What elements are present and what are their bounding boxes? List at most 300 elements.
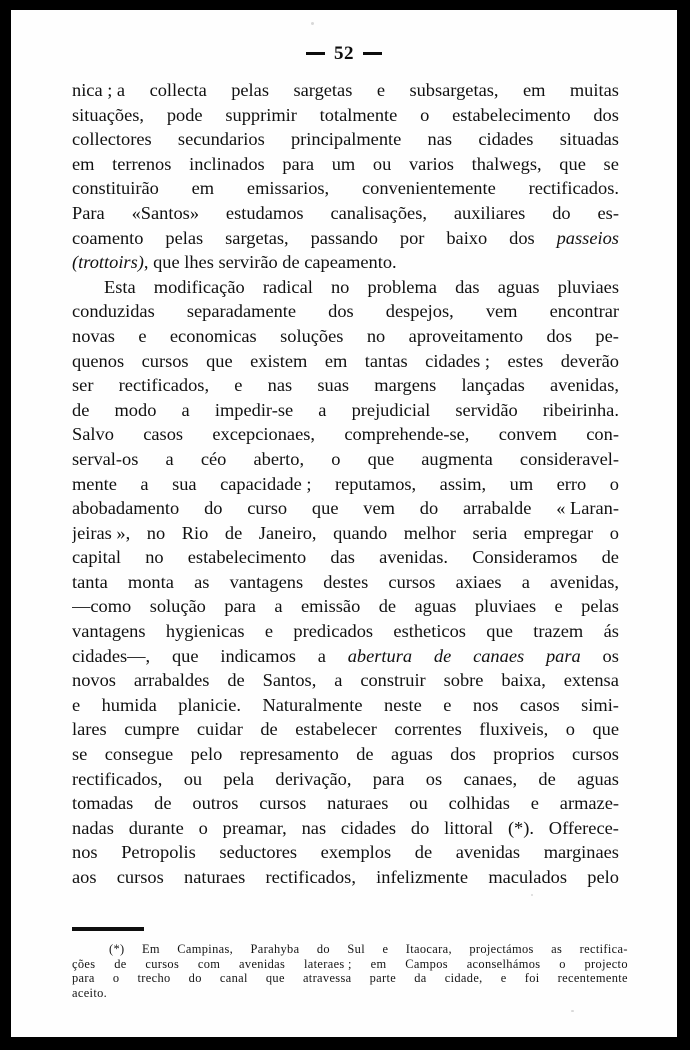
text-run: novos [72, 670, 116, 691]
text-run: proprios [493, 744, 555, 765]
text-run: casos [143, 424, 184, 445]
text-run: outros [192, 793, 239, 814]
text-run: em [324, 350, 348, 371]
text-run: Santos, [262, 670, 317, 691]
text-run: modificação [153, 276, 245, 297]
text-run: a [317, 645, 326, 666]
text-run: se [603, 153, 619, 174]
text-run: vem [485, 301, 518, 322]
text-run: do [419, 498, 439, 519]
text-run: convenientemente [361, 178, 496, 199]
text-run: seductores [219, 842, 298, 863]
text-run: serval-os [72, 448, 139, 469]
text-run: situadas [559, 129, 619, 150]
folio-dash-left [306, 52, 325, 55]
text-run: um [331, 153, 356, 174]
body-text-line [72, 545, 619, 570]
text-run: tanta [72, 571, 108, 592]
text-run: estabelecimento [187, 547, 307, 568]
body-text-line [72, 767, 619, 792]
text-run: Parahyba [250, 942, 300, 956]
text-run: dos [509, 227, 535, 248]
text-run: das [455, 276, 480, 297]
text-run: e [376, 80, 385, 100]
text-run: baixo [446, 227, 488, 248]
text-run: humida [101, 694, 157, 715]
scan-speckle [531, 894, 533, 896]
text-run: ções [72, 956, 96, 971]
text-run: pela [223, 768, 255, 789]
text-run: supprimir [225, 104, 297, 125]
text-run: estudamos [225, 202, 304, 223]
italic-run: canaes [473, 645, 525, 666]
text-run: nas [267, 375, 293, 396]
text-run: terrenos [112, 153, 172, 174]
text-run: de [414, 842, 433, 863]
text-run: o [331, 448, 341, 469]
text-run: neste [384, 694, 422, 715]
text-run: a [521, 571, 530, 592]
text-run: para [372, 768, 405, 789]
text-run: radical [262, 276, 313, 297]
text-run: vantagens [229, 571, 304, 592]
text-run: prejudicial [351, 399, 431, 420]
body-text-line [72, 226, 619, 251]
footnote-separator-rule [72, 927, 144, 931]
text-run: a [165, 448, 174, 469]
text-run: mente [72, 473, 117, 494]
text-run: cursos [145, 956, 180, 971]
text-run: (*) [109, 942, 125, 956]
text-run: do [188, 971, 202, 986]
text-run: —como [72, 596, 132, 617]
page-sheet [11, 10, 677, 1037]
text-run: vantagens [72, 621, 146, 642]
text-run: aguas [497, 276, 540, 297]
body-text-line [72, 103, 619, 128]
text-run: collecta [149, 80, 207, 100]
text-run: con- [586, 424, 619, 445]
text-run: maculados [488, 867, 567, 887]
text-run: lares [72, 719, 107, 740]
text-run: rectificados, [118, 375, 210, 396]
text-run: colhidas [448, 793, 510, 814]
body-text-line [72, 299, 619, 324]
text-run: subsargetas, [409, 80, 499, 100]
text-run: pelo [190, 744, 223, 765]
text-run: convem [498, 424, 557, 445]
text-run: cursos [141, 350, 189, 371]
body-text-line [72, 865, 619, 890]
body-text-line [72, 472, 619, 497]
body-text-line [72, 152, 619, 177]
text-run: rectificados, [72, 768, 163, 789]
text-run: excepcionaes, [212, 424, 315, 445]
text-run: quenos [72, 350, 125, 371]
body-text-line [72, 816, 619, 841]
text-run: encontrar [549, 301, 619, 322]
text-run: planicie. [178, 694, 242, 715]
text-run: trecho [137, 971, 171, 986]
text-run: es- [597, 202, 619, 223]
body-text-line [72, 619, 619, 644]
text-run: solução [149, 596, 206, 617]
text-run: Para [72, 202, 105, 223]
italic-run: passeios [556, 227, 619, 248]
footnote-text-line [72, 971, 628, 986]
text-run: rectifica- [579, 942, 628, 956]
text-run: Campos [405, 956, 448, 971]
body-text-line [72, 176, 619, 201]
body-text-line [72, 742, 619, 767]
text-run: (*). [507, 817, 534, 838]
body-text-line [72, 717, 619, 742]
text-run: separadamente [186, 301, 297, 322]
text-run: (trottoirs), que lhes servirão de capeamento. [72, 252, 397, 273]
text-run: durante [128, 817, 184, 838]
text-run: lateraes ; [303, 956, 352, 971]
text-run: nas [301, 817, 327, 838]
text-run: trazem [533, 621, 584, 642]
text-run: represamento [239, 744, 339, 765]
text-run: Consideramos [472, 547, 578, 568]
text-run: com [197, 956, 221, 971]
text-run: collectores [72, 129, 152, 150]
text-run: para [72, 971, 95, 986]
text-run: a [274, 596, 283, 617]
text-run: em [522, 80, 546, 100]
text-run: projectámos [469, 942, 534, 956]
text-run: indicamos [220, 645, 296, 666]
text-run: predicados [293, 621, 374, 642]
text-run: emissão [301, 596, 361, 617]
text-run: principalmente [290, 129, 402, 150]
text-run: comprehende-se, [344, 424, 470, 445]
text-run: do [316, 942, 330, 956]
text-run: extensa [563, 670, 619, 691]
text-run: pelas [581, 596, 619, 617]
text-run: o [112, 971, 120, 986]
text-run: dos [450, 744, 476, 765]
text-run: varios [408, 153, 454, 174]
text-run: axiaes [455, 571, 502, 592]
text-run: que [206, 350, 233, 371]
text-run: modo [114, 399, 157, 420]
text-run: o [565, 719, 575, 740]
text-run: secundarios [177, 129, 265, 150]
text-run: estheticos [393, 621, 466, 642]
text-run: dos [546, 325, 573, 346]
text-run: atravessa [302, 971, 352, 986]
text-run: margens [374, 375, 437, 396]
text-run: cumpre [124, 719, 180, 740]
text-run: Em [141, 942, 160, 956]
folio-number: 52 [334, 43, 354, 64]
text-run: e [138, 325, 147, 346]
text-run: e [382, 942, 389, 956]
text-run: emissarios, [246, 178, 330, 199]
body-text-line [72, 496, 619, 521]
text-run: sargetas, [225, 227, 289, 248]
text-run: empregar [523, 522, 594, 543]
text-run: os [602, 645, 619, 666]
text-run: estes [507, 350, 544, 371]
text-run: Itaocara, [405, 942, 452, 956]
text-run: que [559, 153, 586, 174]
text-run: de [378, 596, 397, 617]
text-run: que [311, 498, 339, 519]
text-run: e [264, 621, 274, 642]
text-run: derivação, [275, 768, 352, 789]
text-run: reputamos, [334, 473, 417, 494]
text-run: consideravel- [519, 448, 619, 469]
text-run: estabelecimento [452, 104, 571, 125]
text-run: e [554, 596, 563, 617]
text-run: em [370, 956, 387, 971]
body-text-line [72, 324, 619, 349]
text-run: a [181, 399, 190, 420]
text-run: correntes [394, 719, 462, 740]
text-run: avenidas [239, 956, 286, 971]
text-run: ou [409, 793, 428, 814]
body-text-line [72, 275, 619, 300]
text-run: que [171, 645, 199, 666]
text-run: pelo [587, 867, 619, 887]
text-run: cidade, [444, 971, 483, 986]
footnote-text-line [72, 957, 628, 972]
text-run: o [609, 473, 619, 494]
text-run: rectificados. [528, 178, 619, 199]
text-run: constituirão [72, 178, 159, 199]
text-run: de [227, 670, 245, 691]
text-run: dos [328, 301, 354, 322]
text-run: inclinados [189, 153, 265, 174]
text-run: cidades [478, 129, 534, 150]
text-run: Esta [104, 276, 136, 297]
text-run: do [410, 817, 430, 838]
text-run: canaes, [463, 768, 518, 789]
text-run: Rio [181, 522, 209, 543]
body-text-line [72, 201, 619, 226]
text-run: pluviaes [474, 596, 537, 617]
text-run: sargetas [293, 80, 353, 100]
text-run: impedir-se [214, 399, 294, 420]
text-run: cursos [259, 793, 307, 814]
text-run: do [204, 498, 223, 519]
text-run: aguas [577, 768, 619, 789]
text-run: nica ; a [72, 80, 126, 100]
scan-speckle [571, 1010, 574, 1012]
text-run: cursos [571, 744, 619, 765]
text-run: por [399, 227, 425, 248]
body-text-line [72, 840, 619, 865]
text-run: existem [250, 350, 308, 371]
text-run: naturaes [327, 793, 389, 814]
text-run: de [260, 719, 278, 740]
text-run: cursos [388, 571, 436, 592]
text-run: em [191, 178, 215, 199]
folio-dash-right [363, 52, 382, 55]
body-text-line [72, 594, 619, 619]
text-run: pluviaes [557, 276, 619, 297]
body-text-line [72, 78, 619, 103]
text-run: cidades ; [425, 350, 491, 371]
footnote-block [72, 942, 628, 1000]
text-run: coamento [72, 227, 144, 248]
text-run: assim, [439, 473, 487, 494]
text-run: que [367, 448, 395, 469]
text-run: cuidar [196, 719, 243, 740]
text-run: lançadas [461, 375, 525, 396]
text-run: Naturalmente [262, 694, 363, 715]
text-run: aconselhámos [466, 956, 541, 971]
text-run: se [72, 744, 88, 765]
text-run: destes [323, 571, 369, 592]
text-run: aguas [414, 596, 457, 617]
body-text-line [72, 127, 619, 152]
text-run: ou [372, 153, 392, 174]
text-run: pe- [595, 325, 619, 346]
text-run: baixa, [501, 670, 546, 691]
text-run: pelas [231, 80, 269, 100]
text-run: de [356, 744, 374, 765]
italic-run: (trottoirs) [72, 252, 144, 273]
text-run: preamar, [222, 817, 287, 838]
italic-run: abertura [347, 645, 413, 666]
text-run: hygienicas [165, 621, 245, 642]
body-text-line [72, 349, 619, 374]
text-run: Offerece- [548, 817, 619, 838]
text-run: « Laran- [556, 498, 619, 519]
text-run: das [330, 547, 355, 568]
text-run: em [72, 153, 95, 174]
text-run: céo [200, 448, 227, 469]
body-text-line [72, 447, 619, 472]
body-text-line [72, 570, 619, 595]
text-run: cursos [116, 867, 164, 887]
italic-run: de [433, 645, 452, 666]
text-run: capacidade ; [220, 473, 312, 494]
text-run: ribeirinha. [542, 399, 619, 420]
text-run: cidades—, [72, 645, 151, 666]
text-run: no [330, 276, 350, 297]
text-run: construir [360, 670, 426, 691]
text-run: de [538, 768, 556, 789]
text-run: ou [183, 768, 203, 789]
text-run: situações, [72, 104, 145, 125]
scan-speckle [311, 22, 314, 25]
text-run: exemplos [320, 842, 392, 863]
text-run: que [265, 971, 285, 986]
text-run: de [601, 547, 619, 568]
text-run: seria [472, 522, 508, 543]
text-run: da [414, 971, 427, 986]
text-run: marginaes [543, 842, 619, 863]
text-run: Salvo [72, 424, 114, 445]
text-run: augmenta [421, 448, 493, 469]
text-run: soluções [280, 325, 344, 346]
text-run: ser [72, 375, 94, 396]
page-folio [11, 43, 677, 65]
text-run: e [500, 971, 507, 986]
text-run: avenidas [455, 842, 521, 863]
text-run: simi- [581, 694, 619, 715]
text-run: jeiras », [72, 522, 131, 543]
text-run: tomadas [72, 793, 134, 814]
text-run: de [224, 522, 243, 543]
text-run: que [592, 719, 619, 740]
body-text-line [72, 373, 619, 398]
text-run: «Santos» [131, 202, 200, 223]
text-run: as [551, 942, 563, 956]
text-run: infelizmente [376, 867, 469, 887]
text-run: vem [363, 498, 395, 519]
text-run: as [194, 571, 210, 592]
text-run: a [140, 473, 149, 494]
text-run: do [552, 202, 571, 223]
italic-run: para [545, 645, 581, 666]
text-run: curso [247, 498, 288, 519]
text-run: auxiliares [453, 202, 526, 223]
text-run: os [425, 768, 443, 789]
text-run: foi [524, 971, 540, 986]
text-run: para [282, 153, 315, 174]
text-run: canal [219, 971, 248, 986]
text-run: e [72, 694, 81, 715]
text-run: estabelecer [295, 719, 377, 740]
body-text-line [72, 791, 619, 816]
text-run: arrabaldes [133, 670, 210, 691]
text-run: tantas [364, 350, 408, 371]
text-run: e [234, 375, 243, 396]
text-run: um [509, 473, 534, 494]
text-run: aproveitamento [408, 325, 524, 346]
text-run: capital [72, 547, 122, 568]
text-run: avenidas, [550, 375, 619, 396]
text-run: totalmente [319, 104, 398, 125]
text-run: para [224, 596, 256, 617]
text-run: no [146, 522, 166, 543]
text-run: aos [72, 867, 97, 887]
text-run: pode [166, 104, 203, 125]
text-run: de [72, 399, 90, 420]
text-run: novas [72, 325, 115, 346]
text-run: Campinas, [177, 942, 234, 956]
text-run: o [420, 104, 430, 125]
text-run: despejos, [385, 301, 454, 322]
text-run: e [530, 793, 539, 814]
text-run: aguas [390, 744, 433, 765]
text-run: recentemente [557, 971, 628, 986]
text-run: fluxiveis, [479, 719, 549, 740]
text-run: sobre [443, 670, 484, 691]
body-text-line [72, 422, 619, 447]
body-text-line [72, 668, 619, 693]
text-run: nos [472, 694, 499, 715]
text-run: economicas [169, 325, 257, 346]
text-run: e [443, 694, 452, 715]
text-run: cidades [340, 817, 397, 838]
text-run: o [559, 956, 566, 971]
body-text-line [72, 398, 619, 423]
text-run: o [609, 522, 619, 543]
text-run: o [198, 817, 208, 838]
text-run: de [114, 956, 127, 971]
text-run: thalwegs, [471, 153, 542, 174]
text-run: deverão [560, 350, 619, 371]
text-run: Janeiro, [258, 522, 317, 543]
text-run: no [145, 547, 164, 568]
